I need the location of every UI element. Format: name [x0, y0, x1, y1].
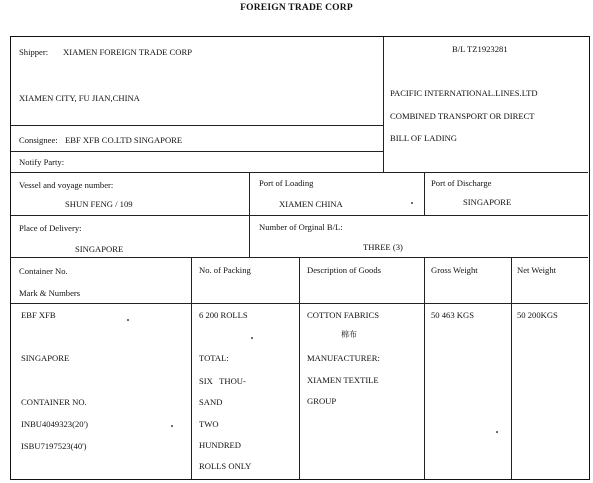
- bl-number: B/L TZ1923281: [452, 44, 508, 54]
- scan-speck: [127, 319, 129, 321]
- divider: [299, 257, 300, 479]
- place-of-delivery-value: SINGAPORE: [75, 244, 124, 254]
- scan-speck: [251, 337, 253, 339]
- mark-line-2: SINGAPORE: [21, 353, 70, 363]
- manufacturer-line-2: GROUP: [307, 396, 337, 406]
- manufacturer-line-1: XIAMEN TEXTILE: [307, 375, 379, 385]
- total-label: TOTAL:: [199, 353, 229, 363]
- original-bl-label: Number of Orginal B/L:: [259, 222, 343, 232]
- scan-speck: [171, 425, 173, 427]
- container-no-label: CONTAINER NO.: [21, 397, 87, 407]
- container-number-2: ISBU7197523(40'): [21, 441, 87, 451]
- column-header-gross-weight: Gross Weight: [431, 265, 478, 275]
- goods-description-chinese: 棉布: [341, 330, 357, 339]
- document-title: FOREIGN TRADE CORP: [240, 3, 353, 13]
- column-header-description: Description of Goods: [307, 265, 381, 275]
- divider: [424, 172, 425, 215]
- place-of-delivery-label: Place of Delivery:: [19, 223, 82, 233]
- port-of-loading-value: XIAMEN CHINA: [279, 199, 343, 209]
- container-number-1: INBU4049323(20'): [21, 419, 88, 429]
- carrier-line-3: BILL OF LADING: [390, 133, 457, 143]
- gross-weight-value: 50 463 KGS: [431, 310, 474, 320]
- consignee-value: EBF XFB CO.LTD SINGAPORE: [65, 135, 183, 145]
- vessel-value: SHUN FENG / 109: [65, 199, 133, 209]
- total-words-1: SIX THOU-: [199, 376, 246, 386]
- divider: [424, 257, 425, 479]
- vessel-label: Vessel and voyage number:: [19, 180, 114, 190]
- manufacturer-label: MANUFACTURER:: [307, 353, 380, 363]
- column-header-net-weight: Net Weight: [517, 265, 557, 275]
- column-header-container-no: Container No.: [19, 266, 68, 276]
- carrier-line-1: PACIFIC INTERNATIONAL.LINES.LTD: [390, 88, 538, 98]
- scan-speck: [411, 202, 413, 204]
- scan-speck: [496, 431, 498, 433]
- bill-of-lading-form: [10, 36, 590, 480]
- original-bl-value: THREE (3): [363, 242, 403, 252]
- port-of-discharge-label: Port of Discharge: [431, 178, 492, 188]
- divider: [11, 172, 588, 173]
- divider: [11, 215, 588, 216]
- net-weight-value: 50 200KGS: [517, 310, 558, 320]
- carrier-line-2: COMBINED TRANSPORT OR DIRECT: [390, 111, 535, 121]
- shipper-label: Shipper:: [19, 47, 49, 57]
- total-words-4: HUNDRED: [199, 440, 242, 450]
- total-words-2: SAND: [199, 397, 223, 407]
- divider: [249, 172, 250, 257]
- port-of-discharge-value: SINGAPORE: [463, 197, 512, 207]
- goods-description: COTTON FABRICS: [307, 310, 380, 320]
- shipper-address: XIAMEN CITY, FU JIAN,CHINA: [19, 93, 140, 103]
- divider: [511, 257, 512, 479]
- column-header-marks: Mark & Numbers: [19, 288, 81, 298]
- shipper-name: XIAMEN FOREIGN TRADE CORP: [63, 47, 192, 57]
- divider: [191, 257, 192, 479]
- total-words-3: TWO: [199, 419, 219, 429]
- divider: [383, 37, 384, 172]
- port-of-loading-label: Port of Loading: [259, 178, 314, 188]
- divider: [11, 151, 383, 152]
- column-header-packing: No. of Packing: [199, 265, 251, 275]
- packing-value: 6 200 ROLLS: [199, 310, 248, 320]
- consignee-label: Consignee:: [19, 135, 58, 145]
- notify-party-label: Notify Party:: [19, 157, 65, 167]
- total-words-5: ROLLS ONLY: [199, 461, 252, 471]
- mark-line-1: EBF XFB: [21, 310, 56, 320]
- divider: [11, 125, 383, 126]
